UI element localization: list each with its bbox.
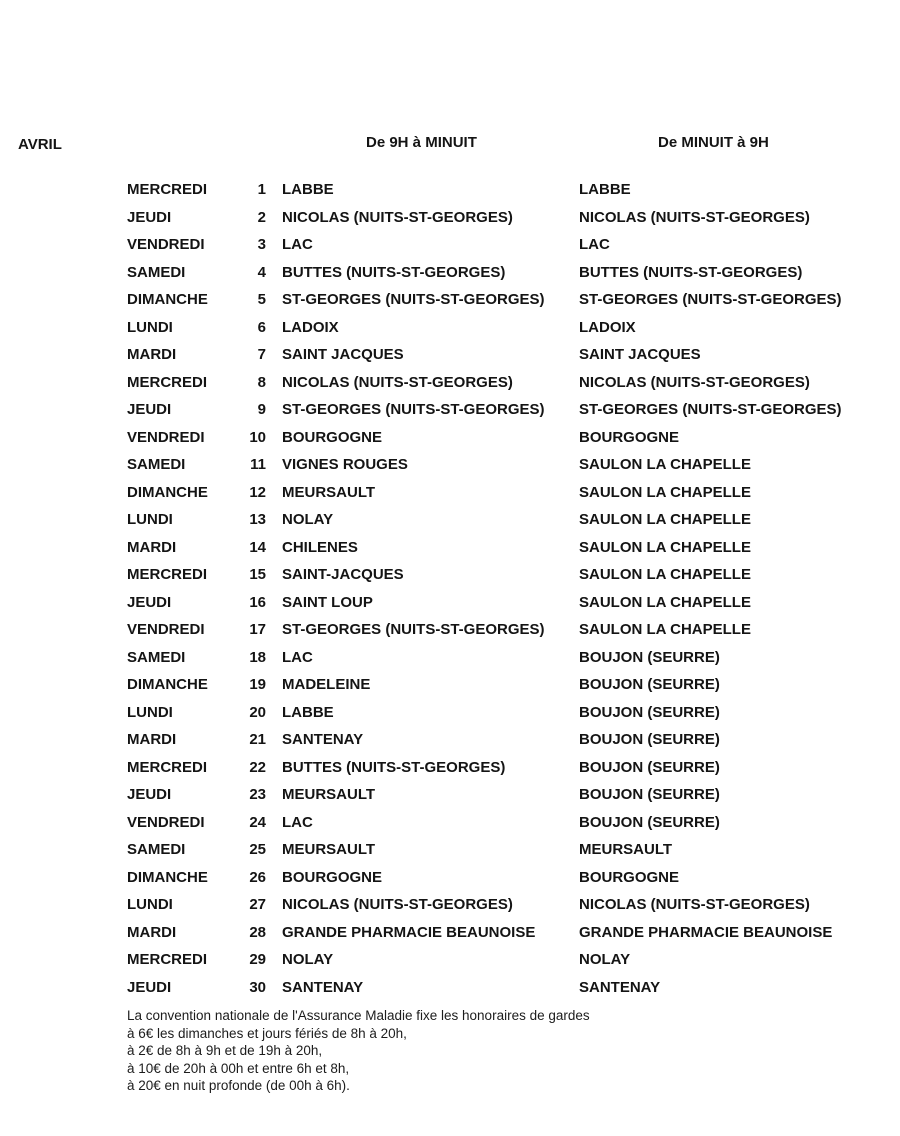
row-day-pharmacy: BUTTES (NUITS-ST-GEORGES) [282, 758, 506, 776]
footnote-line: à 6€ les dimanches et jours fériés de 8h à 20h, [127, 1025, 407, 1041]
row-day-pharmacy: LAC [282, 236, 313, 253]
row-night-pharmacy: LABBE [579, 181, 631, 198]
row-day-pharmacy: SAINT LOUP [282, 593, 373, 611]
schedule-row [0, 864, 900, 892]
row-day-number: 10 [249, 428, 266, 446]
row-day-pharmacy: BOURGOGNE [282, 428, 383, 446]
schedule-row [0, 204, 900, 232]
row-day-number: 14 [249, 538, 266, 556]
row-day-number: 25 [249, 841, 266, 858]
schedule-row [0, 369, 900, 397]
row-day-pharmacy: NICOLAS (NUITS-ST-GEORGES) [282, 896, 513, 913]
schedule-row [0, 341, 900, 369]
row-day-number: 9 [257, 401, 266, 418]
row-weekday: SAMEDI [127, 648, 186, 666]
row-day-pharmacy: SAINT JACQUES [282, 346, 404, 363]
row-night-pharmacy: ST-GEORGES (NUITS-ST-GEORGES) [579, 401, 842, 418]
schedule-row [0, 671, 900, 699]
row-day-number: 20 [249, 703, 266, 721]
row-day-pharmacy: LAC [282, 648, 313, 666]
row-weekday: VENDREDI [127, 813, 205, 831]
row-day-pharmacy: SANTENAY [282, 731, 364, 748]
schedule-row [0, 314, 900, 342]
row-weekday: JEUDI [127, 593, 172, 611]
row-night-pharmacy: BOUJON (SEURRE) [579, 703, 720, 721]
row-night-pharmacy: BOUJON (SEURRE) [579, 813, 720, 831]
schedule-row [0, 479, 900, 507]
row-day-number: 3 [257, 236, 266, 253]
row-day-pharmacy: BUTTES (NUITS-ST-GEORGES) [282, 263, 506, 281]
row-night-pharmacy: SAULON LA CHAPELLE [579, 456, 751, 473]
footnote-line: à 10€ de 20h à 00h et entre 6h et 8h, [127, 1060, 350, 1076]
row-night-pharmacy: SAINT JACQUES [579, 346, 701, 363]
schedule-row [0, 946, 900, 974]
row-day-number: 30 [249, 978, 266, 996]
row-weekday: JEUDI [127, 978, 172, 996]
row-day-pharmacy: VIGNES ROUGES [282, 456, 408, 473]
row-day-number: 28 [249, 923, 266, 941]
row-weekday: LUNDI [127, 511, 173, 528]
row-night-pharmacy: SAULON LA CHAPELLE [579, 483, 751, 501]
row-night-pharmacy: SAULON LA CHAPELLE [579, 538, 751, 556]
row-day-number: 23 [249, 786, 266, 803]
schedule-row [0, 726, 900, 754]
schedule-row [0, 451, 900, 479]
row-weekday: MERCREDI [127, 951, 208, 968]
row-day-number: 21 [249, 731, 266, 748]
row-night-pharmacy: SANTENAY [579, 978, 661, 996]
fee-footnote [127, 1007, 590, 1095]
row-night-pharmacy: MEURSAULT [579, 841, 673, 858]
row-night-pharmacy: LADOIX [579, 318, 636, 336]
schedule-row [0, 286, 900, 314]
row-day-pharmacy: NOLAY [282, 951, 334, 968]
row-day-pharmacy: ST-GEORGES (NUITS-ST-GEORGES) [282, 291, 545, 308]
row-day-number: 17 [249, 621, 266, 638]
footnote-line: à 2€ de 8h à 9h et de 19h à 20h, [127, 1043, 323, 1058]
row-day-number: 11 [250, 456, 266, 473]
night-shift-heading: De MINUIT à 9H [658, 134, 769, 151]
row-night-pharmacy: LAC [579, 236, 610, 253]
row-weekday: DIMANCHE [127, 676, 208, 693]
row-day-pharmacy: MEURSAULT [282, 786, 376, 803]
row-weekday: MERCREDI [127, 373, 208, 391]
row-day-pharmacy: NOLAY [282, 511, 334, 528]
row-weekday: MARDI [127, 346, 177, 363]
schedule-row [0, 836, 900, 864]
row-weekday: DIMANCHE [127, 868, 208, 886]
row-night-pharmacy: SAULON LA CHAPELLE [579, 593, 751, 611]
row-weekday: SAMEDI [127, 456, 186, 473]
row-weekday: SAMEDI [127, 841, 186, 858]
row-day-number: 15 [249, 566, 266, 583]
day-shift-heading: De 9H à MINUIT [366, 134, 477, 151]
row-night-pharmacy: NICOLAS (NUITS-ST-GEORGES) [579, 896, 810, 913]
row-night-pharmacy: NOLAY [579, 951, 631, 968]
row-night-pharmacy: SAULON LA CHAPELLE [579, 566, 751, 583]
row-weekday: MARDI [127, 923, 177, 941]
row-day-pharmacy: ST-GEORGES (NUITS-ST-GEORGES) [282, 401, 545, 418]
row-day-pharmacy: BOURGOGNE [282, 868, 383, 886]
row-day-number: 27 [249, 896, 266, 913]
schedule-row [0, 176, 900, 204]
row-weekday: DIMANCHE [127, 483, 208, 501]
row-night-pharmacy: ST-GEORGES (NUITS-ST-GEORGES) [579, 291, 842, 308]
schedule-row [0, 396, 900, 424]
row-weekday: LUNDI [127, 703, 173, 721]
schedule-row [0, 231, 900, 259]
footnote-line: La convention nationale de l'Assurance Maladie fixe les honoraires de gardes [127, 1008, 590, 1023]
row-weekday: JEUDI [127, 208, 172, 226]
row-day-number: 7 [257, 346, 266, 363]
row-day-pharmacy: LABBE [282, 181, 334, 198]
row-day-number: 12 [249, 483, 266, 501]
row-weekday: VENDREDI [127, 236, 205, 253]
row-weekday: LUNDI [127, 896, 173, 913]
row-day-pharmacy: MEURSAULT [282, 841, 376, 858]
schedule-row [0, 919, 900, 947]
row-day-pharmacy: SAINT-JACQUES [282, 566, 404, 583]
row-day-number: 29 [249, 951, 266, 968]
row-weekday: MERCREDI [127, 758, 208, 776]
row-day-pharmacy: NICOLAS (NUITS-ST-GEORGES) [282, 373, 513, 391]
schedule-row [0, 974, 900, 1002]
row-night-pharmacy: BOUJON (SEURRE) [579, 648, 720, 666]
row-night-pharmacy: SAULON LA CHAPELLE [579, 621, 751, 638]
row-day-pharmacy: NICOLAS (NUITS-ST-GEORGES) [282, 208, 513, 226]
row-day-number: 24 [249, 813, 266, 831]
row-weekday: SAMEDI [127, 263, 186, 281]
row-night-pharmacy: SAULON LA CHAPELLE [579, 511, 751, 528]
row-night-pharmacy: NICOLAS (NUITS-ST-GEORGES) [579, 208, 810, 226]
row-night-pharmacy: BOUJON (SEURRE) [579, 786, 720, 803]
row-day-pharmacy: LADOIX [282, 318, 339, 336]
row-day-pharmacy: MADELEINE [282, 676, 371, 693]
row-night-pharmacy: NICOLAS (NUITS-ST-GEORGES) [579, 373, 810, 391]
row-day-number: 4 [257, 263, 266, 281]
schedule-row [0, 259, 900, 287]
row-day-number: 13 [249, 511, 266, 528]
row-night-pharmacy: BOUJON (SEURRE) [579, 676, 720, 693]
row-day-pharmacy: LABBE [282, 703, 334, 721]
row-day-number: 18 [249, 648, 266, 666]
row-weekday: MERCREDI [127, 181, 208, 198]
schedule-row [0, 589, 900, 617]
row-weekday: VENDREDI [127, 428, 205, 446]
schedule-row [0, 424, 900, 452]
row-night-pharmacy: BOURGOGNE [579, 428, 680, 446]
row-weekday: VENDREDI [127, 621, 205, 638]
row-night-pharmacy: BOUJON (SEURRE) [579, 731, 720, 748]
row-weekday: MERCREDI [127, 566, 208, 583]
duty-schedule-table [0, 176, 900, 1001]
row-weekday: LUNDI [127, 318, 173, 336]
row-day-pharmacy: ST-GEORGES (NUITS-ST-GEORGES) [282, 621, 545, 638]
row-night-pharmacy: BOURGOGNE [579, 868, 680, 886]
row-night-pharmacy: BOUJON (SEURRE) [579, 758, 720, 776]
schedule-row [0, 891, 900, 919]
schedule-row [0, 534, 900, 562]
schedule-row [0, 699, 900, 727]
row-day-number: 6 [257, 318, 266, 336]
schedule-row [0, 616, 900, 644]
month-title: AVRIL [18, 136, 62, 153]
row-day-pharmacy: MEURSAULT [282, 483, 376, 501]
row-night-pharmacy: GRANDE PHARMACIE BEAUNOISE [579, 923, 833, 941]
row-weekday: JEUDI [127, 786, 172, 803]
row-night-pharmacy: BUTTES (NUITS-ST-GEORGES) [579, 263, 803, 281]
row-weekday: DIMANCHE [127, 291, 208, 308]
row-day-number: 19 [249, 676, 266, 693]
schedule-row [0, 754, 900, 782]
schedule-row [0, 561, 900, 589]
row-weekday: MARDI [127, 538, 177, 556]
row-day-number: 1 [257, 181, 266, 198]
schedule-row [0, 506, 900, 534]
row-day-pharmacy: GRANDE PHARMACIE BEAUNOISE [282, 923, 536, 941]
schedule-row [0, 809, 900, 837]
row-day-number: 16 [249, 593, 266, 611]
schedule-row [0, 644, 900, 672]
row-day-number: 26 [249, 868, 266, 886]
footnote-line: à 20€ en nuit profonde (de 00h à 6h). [127, 1078, 350, 1093]
row-day-pharmacy: LAC [282, 813, 313, 831]
row-day-number: 22 [249, 758, 266, 776]
row-day-pharmacy: SANTENAY [282, 978, 364, 996]
row-day-pharmacy: CHILENES [282, 538, 358, 556]
row-day-number: 8 [257, 373, 266, 391]
row-weekday: MARDI [127, 731, 177, 748]
row-day-number: 5 [257, 291, 266, 308]
schedule-row [0, 781, 900, 809]
row-weekday: JEUDI [127, 401, 172, 418]
row-day-number: 2 [257, 208, 266, 226]
